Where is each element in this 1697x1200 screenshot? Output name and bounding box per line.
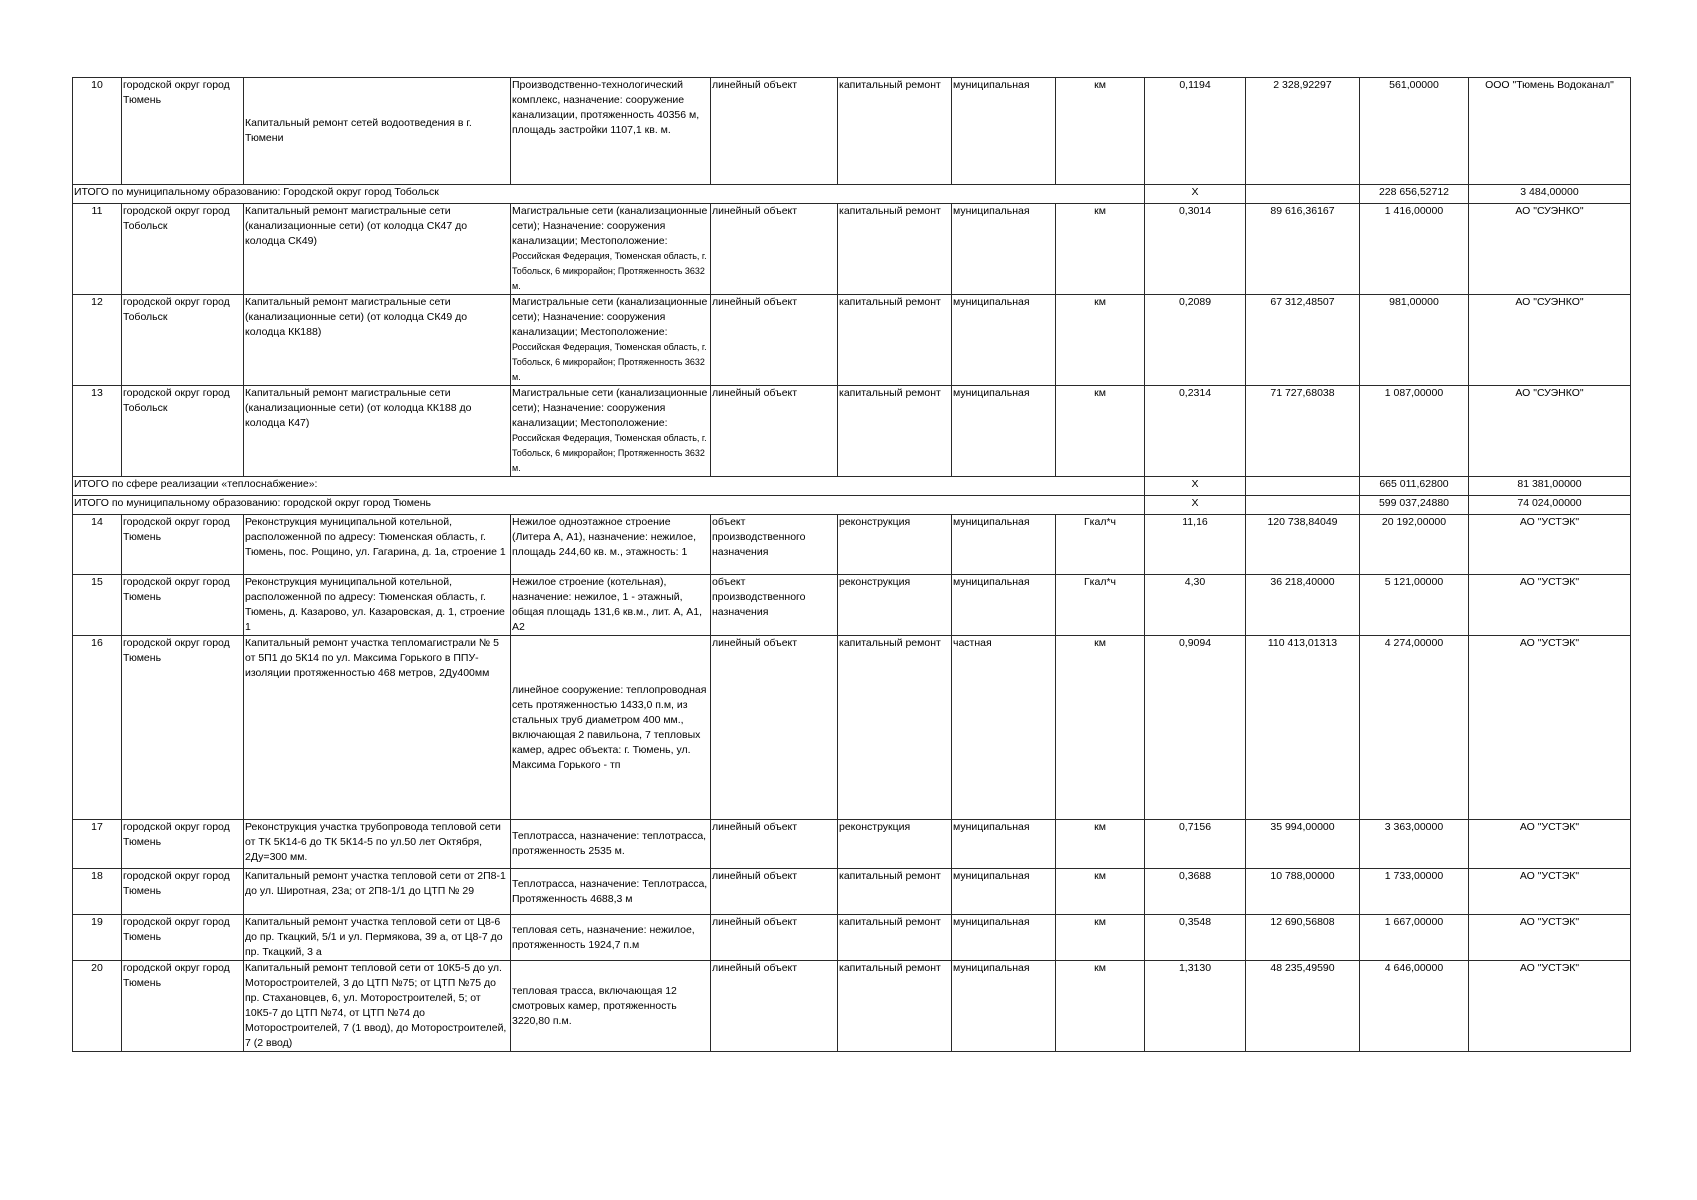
organization-cell: АО "УСТЭК" bbox=[1469, 575, 1631, 636]
cost-cell: 89 616,36167 bbox=[1246, 204, 1360, 295]
object-description-cell bbox=[511, 961, 711, 1052]
object-description-text: тепловая трасса, включающая 12 смотровых камер, протяженность 3220,80 п.м. bbox=[512, 984, 677, 1027]
work-type-cell: капитальный ремонт bbox=[838, 386, 952, 477]
table-row bbox=[73, 915, 1631, 961]
work-name-cell: Реконструкция муниципальной котельной, расположенной по адресу: Тюменская область, г. Тюмень, пос. Рощино, ул. Гагарина, д. 1а, строение 1 bbox=[244, 515, 511, 575]
object-description-cell bbox=[511, 386, 711, 477]
unit-cell: км bbox=[1056, 820, 1145, 869]
object-description-text: Нежилое строение (котельная), назначение: нежилое, 1 - этажный, общая площадь 131,6 кв.м., лит. А, А1, А2 bbox=[512, 576, 703, 633]
object-description-cell bbox=[511, 869, 711, 915]
quantity-cell: 4,30 bbox=[1145, 575, 1246, 636]
work-type-cell: капитальный ремонт bbox=[838, 295, 952, 386]
object-description-cell bbox=[511, 636, 711, 820]
municipality-cell: городской округ город Тобольск bbox=[122, 295, 244, 386]
amount-cell: 561,00000 bbox=[1360, 78, 1469, 185]
table-row bbox=[73, 204, 1631, 295]
object-description-cell bbox=[511, 820, 711, 869]
cost-cell: 665 011,62800 bbox=[1360, 477, 1469, 496]
object-kind-cell: линейный объект bbox=[711, 915, 838, 961]
unit-cell: км bbox=[1056, 961, 1145, 1052]
object-description-text: Теплотрасса, назначение: Теплотрасса, Протяженность 4688,3 м bbox=[512, 877, 708, 905]
cost-cell: 67 312,48507 bbox=[1246, 295, 1360, 386]
amount-cell: 5 121,00000 bbox=[1360, 575, 1469, 636]
quantity-cell bbox=[1246, 496, 1360, 515]
object-location-note: Российская Федерация, Тюменская область, г. Тобольск, 6 микрорайон; Протяженность 3632 м. bbox=[512, 251, 707, 291]
total-row bbox=[73, 496, 1631, 515]
unit-cell: км bbox=[1056, 295, 1145, 386]
municipality-cell: городской округ город Тобольск bbox=[122, 204, 244, 295]
municipality-cell: городской округ город Тюмень bbox=[122, 636, 244, 820]
organization-cell: АО "УСТЭК" bbox=[1469, 820, 1631, 869]
quantity-cell: 0,1194 bbox=[1145, 78, 1246, 185]
object-kind-cell: линейный объект bbox=[711, 295, 838, 386]
work-name-cell: Капитальный ремонт участка тепловой сети от 2П8-1 до ул. Широтная, 23а; от 2П8-1/1 до ЦТП № 29 bbox=[244, 869, 511, 915]
organization-cell: АО "УСТЭК" bbox=[1469, 515, 1631, 575]
unit-cell: км bbox=[1056, 78, 1145, 185]
work-name-cell: Капитальный ремонт участка тепломагистрали № 5 от 5П1 до 5К14 по ул. Максима Горького в ППУ-изоляции протяженностью 468 метров, 2Ду400мм bbox=[244, 636, 511, 820]
cost-cell: 36 218,40000 bbox=[1246, 575, 1360, 636]
quantity-cell bbox=[1246, 185, 1360, 204]
object-kind-cell: линейный объект bbox=[711, 204, 838, 295]
quantity-cell: 0,2314 bbox=[1145, 386, 1246, 477]
organization-cell: АО "УСТЭК" bbox=[1469, 915, 1631, 961]
work-name-cell: Капитальный ремонт магистральные сети (канализационные сети) (от колодца КК188 до колодца К47) bbox=[244, 386, 511, 477]
object-kind-cell: линейный объект bbox=[711, 820, 838, 869]
row-number: 17 bbox=[73, 820, 122, 869]
amount-cell: 3 363,00000 bbox=[1360, 820, 1469, 869]
municipality-cell: городской округ город Тюмень bbox=[122, 869, 244, 915]
row-number: 16 bbox=[73, 636, 122, 820]
object-description-text: Производственно-технологический комплекс, назначение: сооружение канализации, протяженность 40356 м, площадь застройки 1107,1 кв. м. bbox=[512, 79, 700, 136]
table-row bbox=[73, 869, 1631, 915]
object-kind-cell: объект производственного назначения bbox=[711, 575, 838, 636]
object-description-cell bbox=[511, 78, 711, 185]
amount-cell: 1 667,00000 bbox=[1360, 915, 1469, 961]
table-row bbox=[73, 295, 1631, 386]
municipality-cell: городской округ город Тюмень bbox=[122, 78, 244, 185]
unit-cell: Гкал*ч bbox=[1056, 515, 1145, 575]
object-kind-cell: линейный объект bbox=[711, 386, 838, 477]
quantity-cell: 0,3688 bbox=[1145, 869, 1246, 915]
organization-cell: АО "СУЭНКО" bbox=[1469, 295, 1631, 386]
organization-cell: АО "СУЭНКО" bbox=[1469, 386, 1631, 477]
unit-cell: Х bbox=[1145, 477, 1246, 496]
ownership-cell: муниципальная bbox=[952, 204, 1056, 295]
table-row bbox=[73, 636, 1631, 820]
table-row bbox=[73, 575, 1631, 636]
amount-cell: 4 274,00000 bbox=[1360, 636, 1469, 820]
ownership-cell: муниципальная bbox=[952, 386, 1056, 477]
ownership-cell: муниципальная bbox=[952, 575, 1056, 636]
cost-cell: 599 037,24880 bbox=[1360, 496, 1469, 515]
object-location-note: Российская Федерация, Тюменская область, г. Тобольск, 6 микрорайон; Протяженность 3632 м. bbox=[512, 433, 707, 473]
municipality-cell: городской округ город Тобольск bbox=[122, 386, 244, 477]
object-description-text: Магистральные сети (канализационные сети); Назначение: сооружения канализации; Местоположение: bbox=[512, 205, 708, 247]
municipality-cell: городской округ город Тюмень bbox=[122, 575, 244, 636]
municipality-cell: городской округ город Тюмень bbox=[122, 915, 244, 961]
object-description-text: Магистральные сети (канализационные сети); Назначение: сооружения канализации; Местоположение: bbox=[512, 387, 708, 429]
organization-cell: АО "УСТЭК" bbox=[1469, 961, 1631, 1052]
unit-cell: Х bbox=[1145, 185, 1246, 204]
object-kind-cell: линейный объект bbox=[711, 636, 838, 820]
cost-cell: 10 788,00000 bbox=[1246, 869, 1360, 915]
object-description-text: Нежилое одноэтажное строение (Литера А, А1), назначение: нежилое, площадь 244,60 кв. м., этажность: 1 bbox=[512, 516, 697, 558]
table-row bbox=[73, 515, 1631, 575]
unit-cell: км bbox=[1056, 915, 1145, 961]
ownership-cell: частная bbox=[952, 636, 1056, 820]
cost-cell: 48 235,49590 bbox=[1246, 961, 1360, 1052]
quantity-cell: 1,3130 bbox=[1145, 961, 1246, 1052]
work-type-cell: реконструкция bbox=[838, 820, 952, 869]
unit-cell: Х bbox=[1145, 496, 1246, 515]
amount-cell: 4 646,00000 bbox=[1360, 961, 1469, 1052]
total-label: ИТОГО по сфере реализации «теплоснабжение»: bbox=[73, 477, 1145, 496]
cost-cell: 12 690,56808 bbox=[1246, 915, 1360, 961]
total-row bbox=[73, 185, 1631, 204]
work-name-cell: Капитальный ремонт магистральные сети (канализационные сети) (от колодца СК49 до колодца КК188) bbox=[244, 295, 511, 386]
object-description-cell bbox=[511, 295, 711, 386]
unit-cell: км bbox=[1056, 204, 1145, 295]
work-name-cell: Капитальный ремонт сетей водоотведения в г. Тюмени bbox=[244, 78, 511, 185]
work-type-cell: капитальный ремонт bbox=[838, 204, 952, 295]
total-label: ИТОГО по муниципальному образованию: Городской округ город Тобольск bbox=[73, 185, 1145, 204]
row-number: 19 bbox=[73, 915, 122, 961]
object-description-cell bbox=[511, 204, 711, 295]
work-name-cell: Реконструкция участка трубопровода тепловой сети от ТК 5К14-6 до ТК 5К14-5 по ул.50 лет Октября, 2Ду=300 мм. bbox=[244, 820, 511, 869]
work-type-cell: капитальный ремонт bbox=[838, 915, 952, 961]
quantity-cell: 0,2089 bbox=[1145, 295, 1246, 386]
total-label: ИТОГО по муниципальному образованию: городской округ город Тюмень bbox=[73, 496, 1145, 515]
amount-cell: 74 024,00000 bbox=[1469, 496, 1631, 515]
work-name-cell: Реконструкция муниципальной котельной, расположенной по адресу: Тюменская область, г. Тюмень, д. Казарово, ул. Казаровская, д. 1, строение 1 bbox=[244, 575, 511, 636]
municipality-cell: городской округ город Тюмень bbox=[122, 820, 244, 869]
ownership-cell: муниципальная bbox=[952, 78, 1056, 185]
cost-cell: 35 994,00000 bbox=[1246, 820, 1360, 869]
ownership-cell: муниципальная bbox=[952, 295, 1056, 386]
table-row bbox=[73, 820, 1631, 869]
row-number: 20 bbox=[73, 961, 122, 1052]
row-number: 12 bbox=[73, 295, 122, 386]
table-body bbox=[73, 78, 1631, 1052]
ownership-cell: муниципальная bbox=[952, 961, 1056, 1052]
object-description-cell bbox=[511, 915, 711, 961]
quantity-cell: 0,7156 bbox=[1145, 820, 1246, 869]
organization-cell: АО "УСТЭК" bbox=[1469, 869, 1631, 915]
row-number: 13 bbox=[73, 386, 122, 477]
row-number: 15 bbox=[73, 575, 122, 636]
cost-cell: 2 328,92297 bbox=[1246, 78, 1360, 185]
object-description-text: Магистральные сети (канализационные сети); Назначение: сооружения канализации; Местоположение: bbox=[512, 296, 708, 338]
organization-cell: АО "УСТЭК" bbox=[1469, 636, 1631, 820]
object-description-cell bbox=[511, 575, 711, 636]
quantity-cell: 0,3014 bbox=[1145, 204, 1246, 295]
amount-cell: 3 484,00000 bbox=[1469, 185, 1631, 204]
object-kind-cell: линейный объект bbox=[711, 961, 838, 1052]
table-row bbox=[73, 961, 1631, 1052]
quantity-cell: 0,3548 bbox=[1145, 915, 1246, 961]
row-number: 14 bbox=[73, 515, 122, 575]
quantity-cell: 11,16 bbox=[1145, 515, 1246, 575]
ownership-cell: муниципальная bbox=[952, 869, 1056, 915]
amount-cell: 1 416,00000 bbox=[1360, 204, 1469, 295]
ownership-cell: муниципальная bbox=[952, 915, 1056, 961]
table-row bbox=[73, 386, 1631, 477]
ownership-cell: муниципальная bbox=[952, 820, 1056, 869]
unit-cell: км bbox=[1056, 386, 1145, 477]
unit-cell: км bbox=[1056, 869, 1145, 915]
municipality-cell: городской округ город Тюмень bbox=[122, 961, 244, 1052]
ownership-cell: муниципальная bbox=[952, 515, 1056, 575]
object-description-text: линейное сооружение: теплопроводная сеть протяженностью 1433,0 п.м, из стальных труб диаметром 400 мм., включающая 2 павильона, 7 тепловых камер, адрес объекта: г. Тюмень, ул. Максима Горького - тп bbox=[512, 683, 707, 771]
amount-cell: 20 192,00000 bbox=[1360, 515, 1469, 575]
work-type-cell: капитальный ремонт bbox=[838, 636, 952, 820]
total-row bbox=[73, 477, 1631, 496]
amount-cell: 1 087,00000 bbox=[1360, 386, 1469, 477]
unit-cell: Гкал*ч bbox=[1056, 575, 1145, 636]
work-name-cell: Капитальный ремонт тепловой сети от 10К5-5 до ул. Моторостроителей, 3 до ЦТП №75; от ЦТП №75 до пр. Стахановцев, 6, ул. Моторостроителей, 5; от 10К5-7 до ЦТП №74, от ЦТП №74 до Моторостроителей, 7 (1 ввод), до Моторостроителей, 7 (2 ввод) bbox=[244, 961, 511, 1052]
quantity-cell: 0,9094 bbox=[1145, 636, 1246, 820]
amount-cell: 81 381,00000 bbox=[1469, 477, 1631, 496]
object-location-note: Российская Федерация, Тюменская область, г. Тобольск, 6 микрорайон; Протяженность 3632 м. bbox=[512, 342, 707, 382]
table-row bbox=[73, 78, 1631, 185]
municipality-cell: городской округ город Тюмень bbox=[122, 515, 244, 575]
amount-cell: 981,00000 bbox=[1360, 295, 1469, 386]
work-type-cell: реконструкция bbox=[838, 515, 952, 575]
object-kind-cell: линейный объект bbox=[711, 869, 838, 915]
object-description-text: тепловая сеть, назначение: нежилое, протяженность 1924,7 п.м bbox=[512, 923, 695, 951]
cost-cell: 120 738,84049 bbox=[1246, 515, 1360, 575]
work-type-cell: капитальный ремонт bbox=[838, 869, 952, 915]
work-type-cell: реконструкция bbox=[838, 575, 952, 636]
object-description-cell bbox=[511, 515, 711, 575]
row-number: 11 bbox=[73, 204, 122, 295]
work-type-cell: капитальный ремонт bbox=[838, 78, 952, 185]
object-description-text: Теплотрасса, назначение: теплотрасса, протяженность 2535 м. bbox=[512, 830, 707, 857]
cost-cell: 71 727,68038 bbox=[1246, 386, 1360, 477]
row-number: 10 bbox=[73, 78, 122, 185]
row-number: 18 bbox=[73, 869, 122, 915]
work-name-cell: Капитальный ремонт участка тепловой сети от Ц8-6 до пр. Ткацкий, 5/1 и ул. Пермякова, 39 а, от Ц8-7 до пр. Ткацкий, 3 а bbox=[244, 915, 511, 961]
cost-cell: 110 413,01313 bbox=[1246, 636, 1360, 820]
amount-cell: 1 733,00000 bbox=[1360, 869, 1469, 915]
work-type-cell: капитальный ремонт bbox=[838, 961, 952, 1052]
cost-cell: 228 656,52712 bbox=[1360, 185, 1469, 204]
object-kind-cell: объект производственного назначения bbox=[711, 515, 838, 575]
organization-cell: ООО "Тюмень Водоканал" bbox=[1469, 78, 1631, 185]
unit-cell: км bbox=[1056, 636, 1145, 820]
object-kind-cell: линейный объект bbox=[711, 78, 838, 185]
work-name-cell: Капитальный ремонт магистральные сети (канализационные сети) (от колодца СК47 до колодца СК49) bbox=[244, 204, 511, 295]
organization-cell: АО "СУЭНКО" bbox=[1469, 204, 1631, 295]
capital-repair-table bbox=[72, 77, 1631, 1052]
quantity-cell bbox=[1246, 477, 1360, 496]
